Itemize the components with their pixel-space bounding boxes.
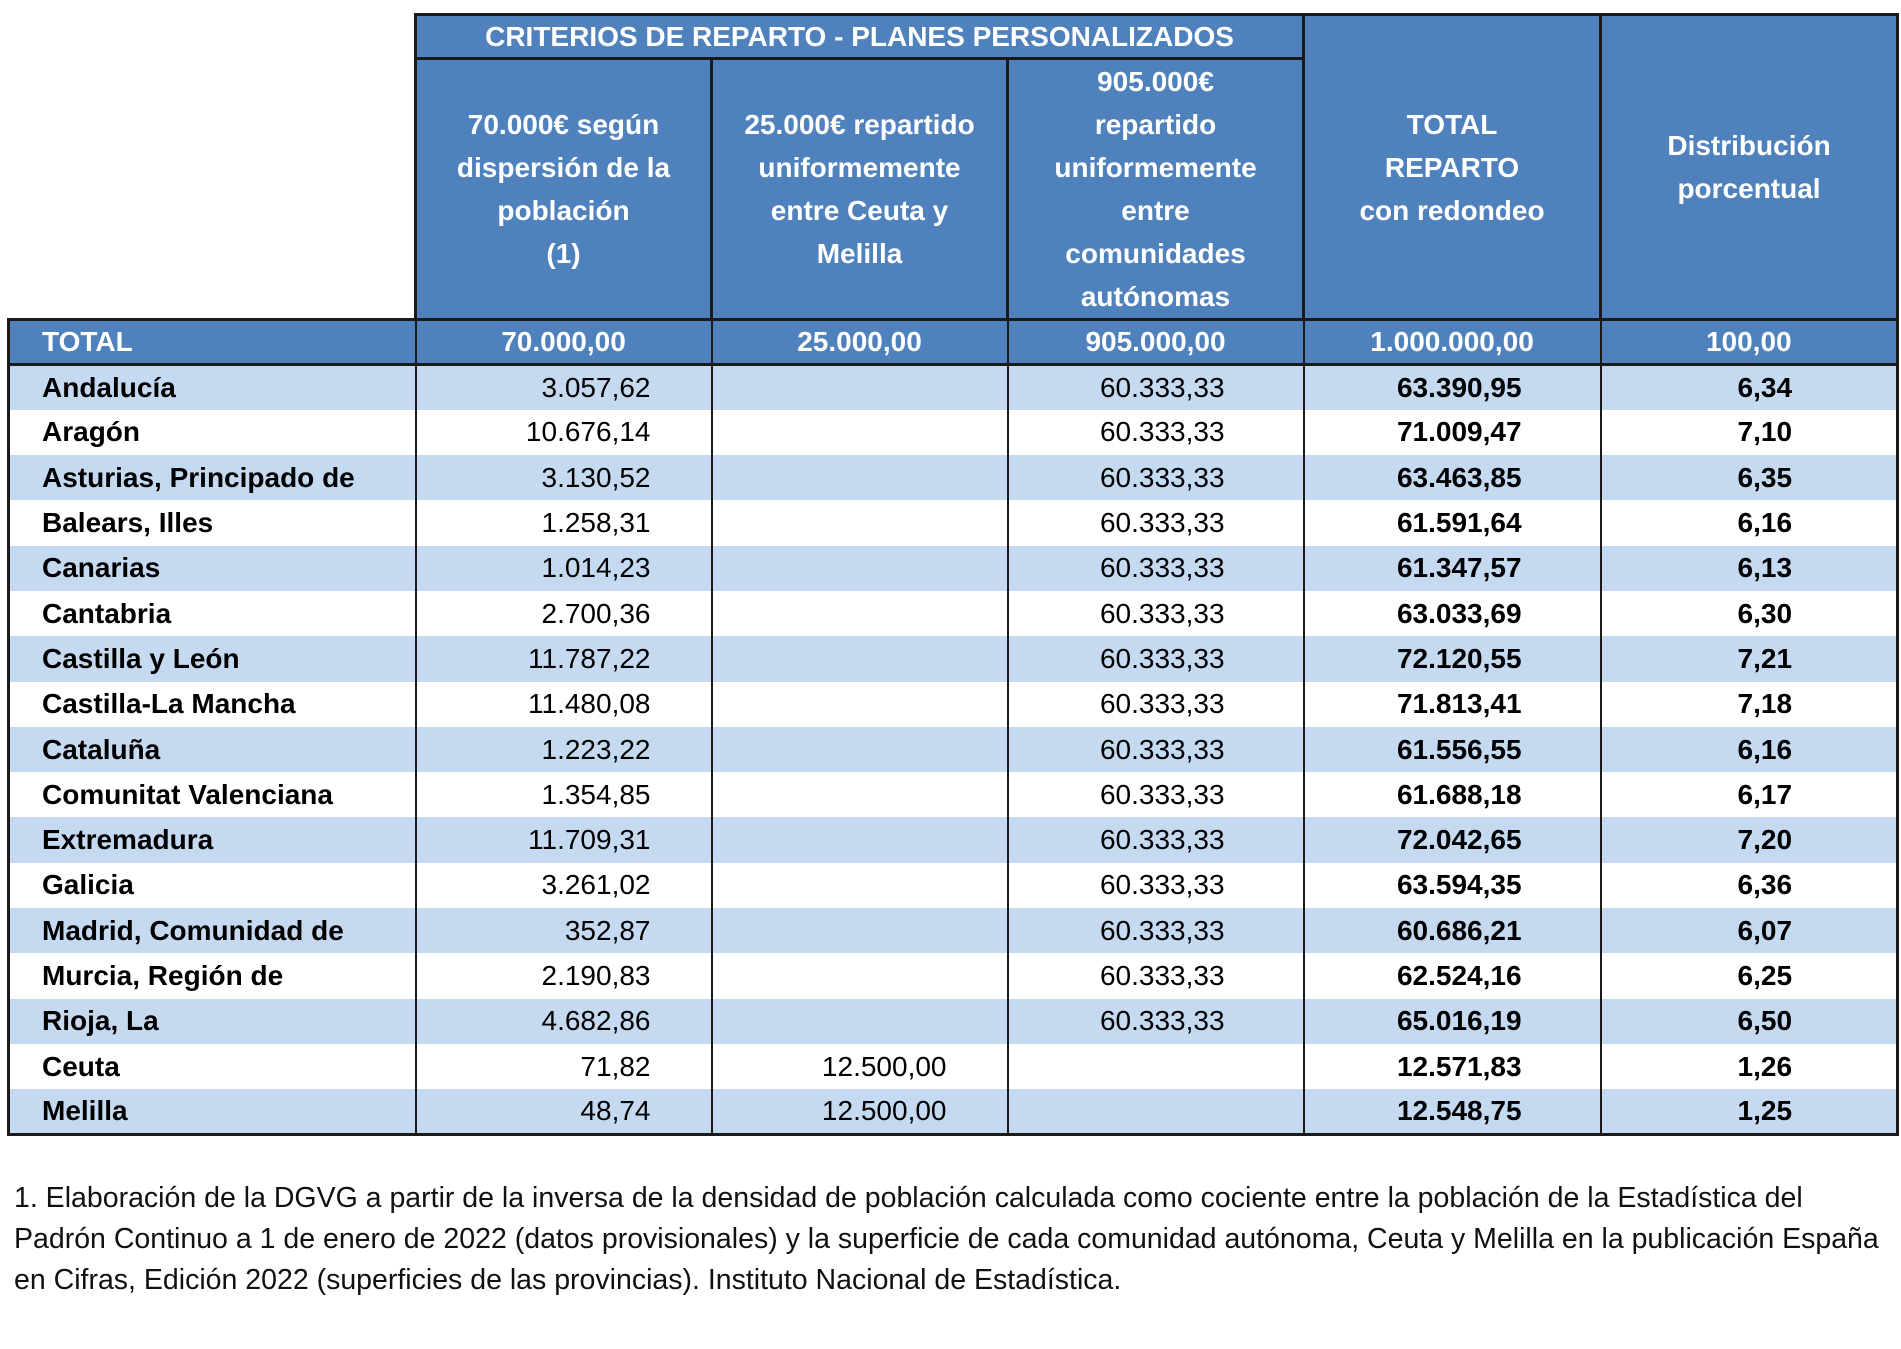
- table-row: [9, 546, 1898, 591]
- cell-porcentaje: 7,18: [1601, 682, 1898, 727]
- cell-ceuta-melilla: 12.500,00: [712, 1044, 1008, 1089]
- cell-ceuta-melilla: [712, 863, 1008, 908]
- table-row: [9, 455, 1898, 500]
- cell-ceuta-melilla: [712, 772, 1008, 817]
- cell-comunidades: 60.333,33: [1008, 817, 1304, 862]
- header-line: autónomas: [1080, 281, 1231, 312]
- cell-total-reparto: 72.042,65: [1304, 817, 1601, 862]
- cell-dispersion: 48,74: [416, 1089, 712, 1134]
- table-row: [9, 410, 1898, 455]
- header-line: REPARTO: [1384, 151, 1520, 183]
- cell-porcentaje: 6,16: [1601, 500, 1898, 545]
- cell-porcentaje: 1,25: [1601, 1089, 1898, 1134]
- total-label: TOTAL: [9, 320, 416, 365]
- region-name: Balears, Illes: [9, 500, 416, 545]
- total-comunidades: 905.000,00: [1008, 320, 1304, 365]
- header-line: 70.000€ según: [467, 109, 660, 140]
- cell-porcentaje: 1,26: [1601, 1044, 1898, 1089]
- cell-comunidades: 60.333,33: [1008, 772, 1304, 817]
- cell-ceuta-melilla: [712, 682, 1008, 727]
- total-dispersion: 70.000,00: [416, 320, 712, 365]
- cell-total-reparto: 65.016,19: [1304, 999, 1601, 1044]
- cell-comunidades: 60.333,33: [1008, 636, 1304, 681]
- cell-total-reparto: 61.347,57: [1304, 546, 1601, 591]
- cell-dispersion: 1.258,31: [416, 500, 712, 545]
- cell-ceuta-melilla: [712, 546, 1008, 591]
- header-line: dispersión de la: [456, 152, 671, 183]
- header-line: repartido: [1094, 109, 1217, 140]
- cell-ceuta-melilla: [712, 410, 1008, 455]
- header-corner: [9, 15, 416, 320]
- cell-total-reparto: 63.463,85: [1304, 455, 1601, 500]
- header-line: entre: [1121, 195, 1190, 226]
- region-name: Castilla-La Mancha: [9, 682, 416, 727]
- total-porcentaje: 100,00: [1601, 320, 1898, 365]
- total-reparto: 1.000.000,00: [1304, 320, 1601, 365]
- region-name: Melilla: [9, 1089, 416, 1134]
- header-line: con redondeo: [1359, 194, 1545, 226]
- cell-ceuta-melilla: [712, 727, 1008, 772]
- header-line: uniformemente: [1054, 152, 1257, 183]
- cell-porcentaje: 6,35: [1601, 455, 1898, 500]
- cell-dispersion: 1.014,23: [416, 546, 712, 591]
- reparto-table: [7, 13, 1899, 1136]
- table-row: [9, 772, 1898, 817]
- cell-dispersion: 71,82: [416, 1044, 712, 1089]
- region-name: Castilla y León: [9, 636, 416, 681]
- cell-comunidades: 60.333,33: [1008, 365, 1304, 410]
- cell-comunidades: 60.333,33: [1008, 546, 1304, 591]
- table-row: [9, 636, 1898, 681]
- cell-comunidades: 60.333,33: [1008, 953, 1304, 998]
- region-name: Madrid, Comunidad de: [9, 908, 416, 953]
- cell-total-reparto: 61.688,18: [1304, 772, 1601, 817]
- table-row: [9, 1044, 1898, 1089]
- cell-dispersion: 11.480,08: [416, 682, 712, 727]
- cell-porcentaje: 6,50: [1601, 999, 1898, 1044]
- header-line: (1): [546, 238, 581, 269]
- region-name: Comunitat Valenciana: [9, 772, 416, 817]
- region-name: Canarias: [9, 546, 416, 591]
- total-ceuta-melilla: 25.000,00: [712, 320, 1008, 365]
- cell-ceuta-melilla: [712, 591, 1008, 636]
- header-line: comunidades: [1065, 238, 1246, 269]
- header-line: TOTAL: [1406, 108, 1498, 140]
- cell-total-reparto: 71.009,47: [1304, 410, 1601, 455]
- header-line: Distribución: [1667, 130, 1831, 161]
- table-row: [9, 863, 1898, 908]
- cell-porcentaje: 6,13: [1601, 546, 1898, 591]
- table-row: [9, 500, 1898, 545]
- cell-porcentaje: 6,17: [1601, 772, 1898, 817]
- header-group-title: CRITERIOS DE REPARTO - PLANES PERSONALIZADOS: [416, 15, 1304, 59]
- cell-ceuta-melilla: [712, 999, 1008, 1044]
- region-name: Andalucía: [9, 365, 416, 410]
- cell-dispersion: 1.223,22: [416, 727, 712, 772]
- cell-dispersion: 3.261,02: [416, 863, 712, 908]
- cell-dispersion: 10.676,14: [416, 410, 712, 455]
- cell-comunidades: 60.333,33: [1008, 410, 1304, 455]
- cell-comunidades: 60.333,33: [1008, 591, 1304, 636]
- cell-ceuta-melilla: 12.500,00: [712, 1089, 1008, 1134]
- cell-comunidades: [1008, 1089, 1304, 1134]
- cell-ceuta-melilla: [712, 365, 1008, 410]
- footnote: 1. Elaboración de la DGVG a partir de la inversa de la densidad de población calculada como cociente entre la población de la Estadística del Padrón Continuo a 1 de enero de 2022 (datos provisionales) y la superficie de cada comunidad autónoma, Ceuta y Melilla en la publicación España en Cifras, Edición 2022 (superficies de las provincias). Instituto Nacional de Estadística.: [14, 1182, 1879, 1296]
- cell-comunidades: [1008, 1044, 1304, 1089]
- header-comunidades: [1008, 59, 1304, 320]
- region-name: Galicia: [9, 863, 416, 908]
- region-name: Rioja, La: [9, 999, 416, 1044]
- total-row: [9, 320, 1898, 365]
- cell-comunidades: 60.333,33: [1008, 999, 1304, 1044]
- cell-dispersion: 4.682,86: [416, 999, 712, 1044]
- header-line: entre Ceuta y: [770, 195, 949, 226]
- cell-porcentaje: 7,10: [1601, 410, 1898, 455]
- header-total-reparto: [1304, 15, 1601, 320]
- table-row: [9, 1089, 1898, 1134]
- table-row: [9, 908, 1898, 953]
- header-line: porcentual: [1677, 173, 1821, 204]
- cell-comunidades: 60.333,33: [1008, 500, 1304, 545]
- cell-ceuta-melilla: [712, 817, 1008, 862]
- header-distribucion: [1601, 15, 1898, 320]
- table-row: [9, 817, 1898, 862]
- cell-ceuta-melilla: [712, 953, 1008, 998]
- cell-total-reparto: 62.524,16: [1304, 953, 1601, 998]
- cell-dispersion: 2.700,36: [416, 591, 712, 636]
- cell-ceuta-melilla: [712, 636, 1008, 681]
- table-row: [9, 953, 1898, 998]
- cell-total-reparto: 61.591,64: [1304, 500, 1601, 545]
- cell-comunidades: 60.333,33: [1008, 727, 1304, 772]
- cell-porcentaje: 7,21: [1601, 636, 1898, 681]
- cell-dispersion: 11.787,22: [416, 636, 712, 681]
- cell-dispersion: 3.057,62: [416, 365, 712, 410]
- cell-porcentaje: 6,34: [1601, 365, 1898, 410]
- cell-comunidades: 60.333,33: [1008, 863, 1304, 908]
- header-dispersion: [416, 59, 712, 320]
- cell-comunidades: 60.333,33: [1008, 682, 1304, 727]
- table-row: [9, 999, 1898, 1044]
- cell-total-reparto: 60.686,21: [1304, 908, 1601, 953]
- cell-dispersion: 11.709,31: [416, 817, 712, 862]
- region-name: Asturias, Principado de: [9, 455, 416, 500]
- cell-ceuta-melilla: [712, 908, 1008, 953]
- cell-total-reparto: 63.390,95: [1304, 365, 1601, 410]
- cell-dispersion: 352,87: [416, 908, 712, 953]
- table-row: [9, 682, 1898, 727]
- cell-dispersion: 1.354,85: [416, 772, 712, 817]
- cell-ceuta-melilla: [712, 455, 1008, 500]
- region-name: Ceuta: [9, 1044, 416, 1089]
- region-name: Cantabria: [9, 591, 416, 636]
- cell-comunidades: 60.333,33: [1008, 908, 1304, 953]
- cell-total-reparto: 12.548,75: [1304, 1089, 1601, 1134]
- header-line: 905.000€: [1097, 66, 1214, 97]
- cell-total-reparto: 12.571,83: [1304, 1044, 1601, 1089]
- cell-porcentaje: 6,36: [1601, 863, 1898, 908]
- cell-total-reparto: 72.120,55: [1304, 636, 1601, 681]
- cell-total-reparto: 71.813,41: [1304, 682, 1601, 727]
- cell-porcentaje: 7,20: [1601, 817, 1898, 862]
- region-name: Aragón: [9, 410, 416, 455]
- header-line: uniformemente: [758, 152, 961, 183]
- cell-porcentaje: 6,07: [1601, 908, 1898, 953]
- header-line: población: [497, 195, 630, 226]
- cell-total-reparto: 61.556,55: [1304, 727, 1601, 772]
- header-ceuta-melilla: [712, 59, 1008, 320]
- header-line: Melilla: [816, 238, 903, 269]
- region-name: Cataluña: [9, 727, 416, 772]
- table-row: [9, 365, 1898, 410]
- cell-comunidades: 60.333,33: [1008, 455, 1304, 500]
- cell-total-reparto: 63.594,35: [1304, 863, 1601, 908]
- cell-dispersion: 3.130,52: [416, 455, 712, 500]
- cell-porcentaje: 6,30: [1601, 591, 1898, 636]
- region-name: Extremadura: [9, 817, 416, 862]
- header-line: 25.000€ repartido: [744, 109, 975, 140]
- cell-porcentaje: 6,25: [1601, 953, 1898, 998]
- table-row: [9, 591, 1898, 636]
- cell-total-reparto: 63.033,69: [1304, 591, 1601, 636]
- cell-dispersion: 2.190,83: [416, 953, 712, 998]
- region-name: Murcia, Región de: [9, 953, 416, 998]
- cell-porcentaje: 6,16: [1601, 727, 1898, 772]
- table-row: [9, 727, 1898, 772]
- cell-ceuta-melilla: [712, 500, 1008, 545]
